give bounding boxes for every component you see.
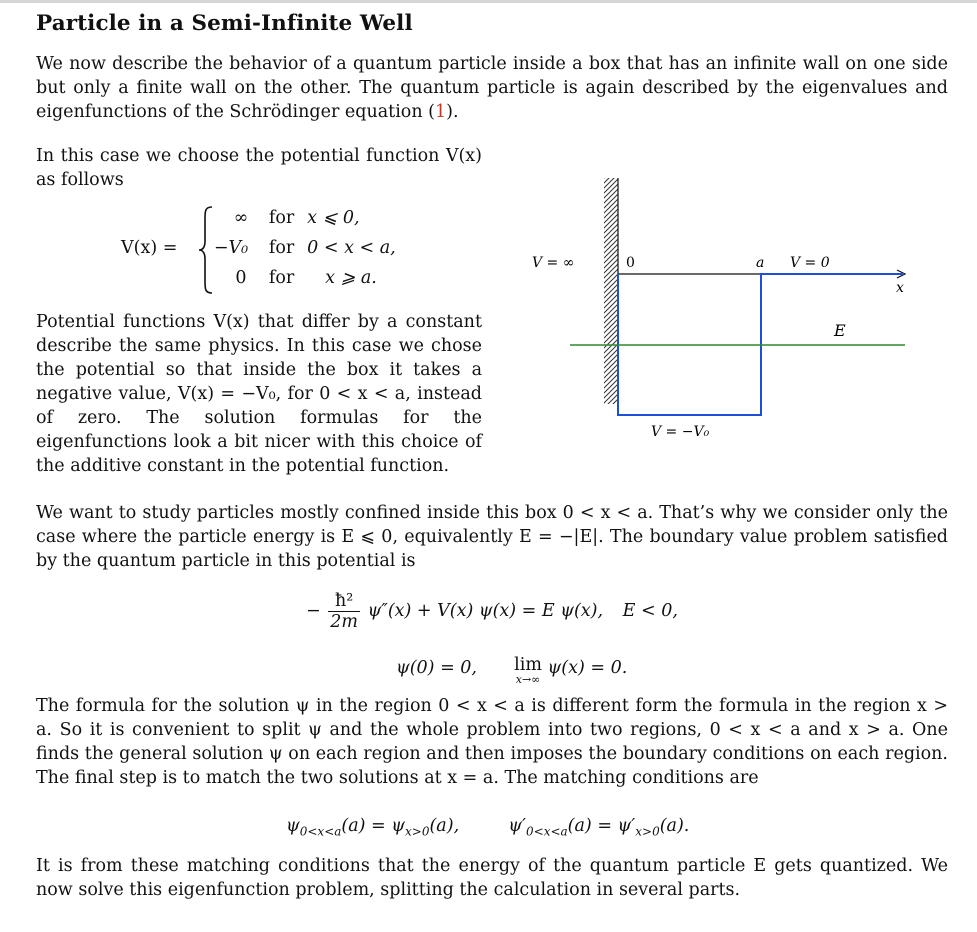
equation-reference-link[interactable]: 1: [435, 102, 447, 122]
case-for: for: [268, 208, 295, 228]
match-sub-outside: x>0: [635, 824, 660, 839]
match-sub-outside: x>0: [405, 824, 430, 839]
eq-body: ψ″(x) + V(x) ψ(x) = E ψ(x),: [367, 601, 604, 621]
case-value: −V₀: [213, 238, 249, 258]
case-row: [226, 206, 360, 230]
top-rule: [0, 0, 977, 3]
match-psi: ψ: [286, 816, 300, 836]
match-end: (a).: [659, 816, 690, 836]
case-range: x ⩾ a.: [325, 268, 377, 288]
case-value: ∞: [233, 208, 249, 228]
intro-text-end: ).: [446, 102, 459, 122]
section-title: Particle in a Semi-Infinite Well: [36, 11, 413, 36]
bc-origin: ψ(0) = 0,: [396, 658, 477, 678]
case-row: [206, 236, 396, 260]
intro-paragraph: [36, 52, 948, 124]
fraction-numerator: ħ²: [328, 591, 360, 612]
match-sub-inside: 0<x<a: [526, 824, 568, 839]
match-end: (a),: [429, 816, 460, 836]
case-row: [226, 266, 377, 290]
match-sub-inside: 0<x<a: [299, 824, 342, 839]
final-paragraph: It is from these matching conditions that the energy of the quantum particle E gets quantized. We now solve this eigenfunction problem, splitting the calculation in several parts.: [36, 856, 948, 900]
solution-paragraph: The formula for the solution ψ in the region 0 < x < a is different form the formula in the region x > a. So it is convenient to split ψ and the whole problem into two regions, 0 < x < a and x > a. One finds the general solution ψ on each region and then imposes the boundary conditions on each region. The final step is to match the two solutions at x = a. The matching conditions are: [36, 696, 948, 788]
eq-minus: −: [306, 601, 321, 621]
boundary-conditions: [396, 656, 627, 686]
lim-word: lim: [514, 655, 542, 675]
intro-text: We now describe the behavior of a quantum particle inside a box that has an infinite wall on one side but only a finite wall on the other. The quantum particle is again described by the eigenvalues and eigenfunctions of the Schrödinger equation (: [36, 54, 948, 122]
label-a: a: [756, 255, 765, 271]
bc-infinity: ψ(x) = 0.: [547, 658, 628, 678]
energy-condition: E < 0,: [622, 601, 678, 621]
match-psi-prime: ψ′: [508, 816, 526, 836]
schrodinger-equation: [306, 591, 678, 632]
potential-lhs: V(x) =: [121, 238, 178, 258]
label-v-infinity: V = ∞: [532, 255, 575, 271]
potential-note-paragraph: Potential functions V(x) that differ by a constant describe the same physics. In this case we chose the potential so that inside the box it takes a negative value, V(x) = −V₀, for 0 < x < a, instead of zero. The solution formulas for the eigenfunctions look a bit nicer with this choice of the additive constant in the potential function.: [36, 312, 482, 476]
case-range: 0 < x < a,: [307, 238, 396, 258]
label-energy: E: [834, 321, 846, 340]
case-for: for: [268, 268, 295, 288]
lim-subscript: x→∞: [515, 673, 541, 686]
fraction-denominator: 2m: [330, 612, 358, 632]
label-v-negative: V = −V₀: [651, 424, 710, 440]
match-eq: (a) = ψ′: [567, 816, 636, 836]
label-v-zero: V = 0: [790, 255, 830, 271]
label-origin: 0: [626, 255, 635, 271]
case-for: for: [268, 238, 295, 258]
potential-well-diagram: [520, 172, 920, 442]
matching-conditions: [286, 814, 689, 844]
match-eq: (a) = ψ: [341, 816, 406, 836]
potential-intro-paragraph: In this case we choose the potential function V(x) as follows: [36, 146, 482, 190]
hbar-fraction: [328, 591, 360, 632]
label-x-axis: x: [896, 280, 904, 296]
study-paragraph: We want to study particles mostly confined inside this box 0 < x < a. That’s why we consider only the case where the particle energy is E ⩽ 0, equivalently E = −|E|. The boundary value problem satisfied by the quantum particle in this potential is: [36, 503, 948, 571]
limit-operator: [514, 656, 542, 686]
case-value: 0: [235, 268, 247, 288]
infinite-wall-hatching: [604, 178, 618, 404]
case-range: x ⩽ 0,: [307, 208, 360, 228]
